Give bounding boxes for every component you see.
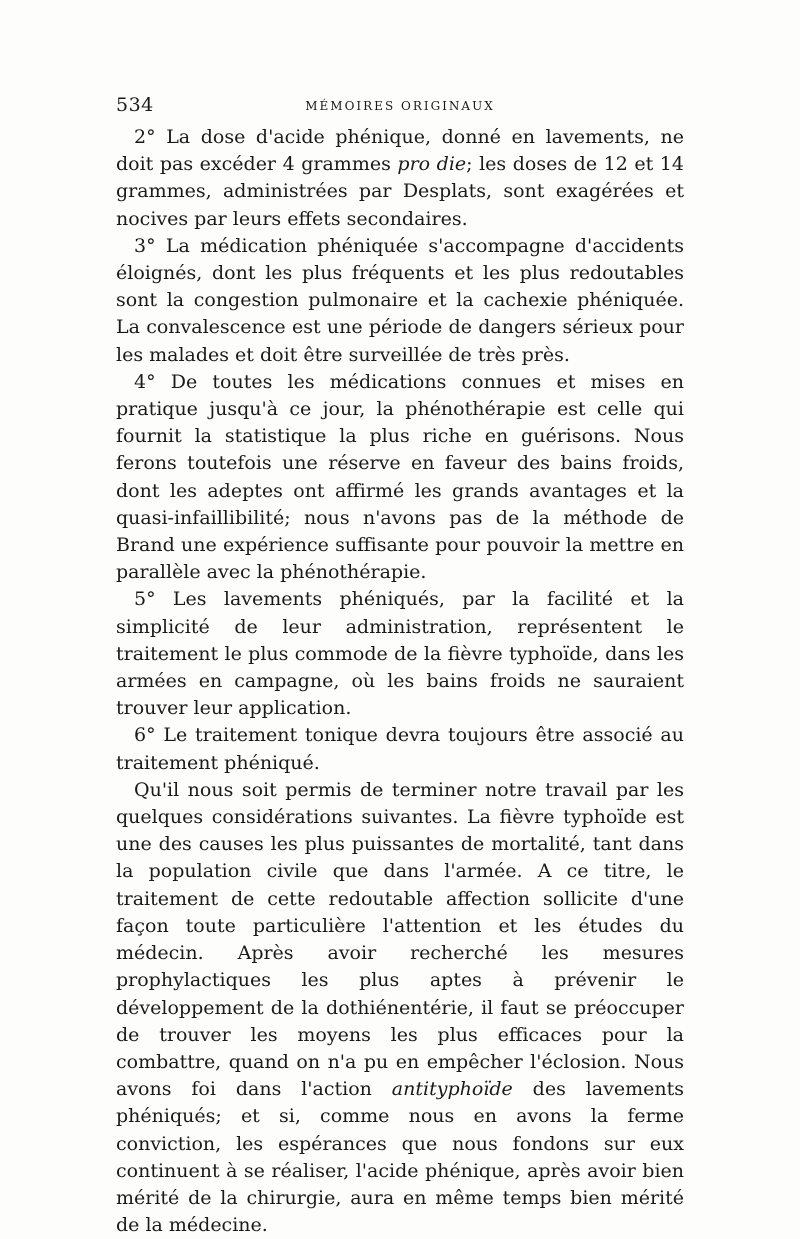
book-page <box>116 94 684 1239</box>
paragraph-conclusion-5: 5° Les lavements phéniqués, par la facilité et la simplicité de leur administration, représentent le traitement le plus commode de la fièvre typhoïde, dans les armées en campagne, où les bains froids ne sauraient trouver leur application. <box>116 588 684 720</box>
page-header <box>116 94 684 124</box>
running-head: MÉMOIRES ORIGINAUX <box>305 99 495 113</box>
paragraph-conclusion-4: 4° De toutes les médications connues et mises en pratique jusqu'à ce jour, la phénothérapie est celle qui fournit la statistique la plus riche en guérisons. Nous ferons toutefois une réserve en faveur des bains froids, dont les adeptes ont affirmé les grands avantages et la quasi-infaillibilité; nous n'avons pas de la méthode de Brand une expérience suffisante pour pouvoir la mettre en parallèle avec la phénothérapie. <box>116 370 684 584</box>
page-number: 534 <box>116 94 154 116</box>
paragraph-conclusion-3: 3° La médication phéniquée s'accompagne d'accidents éloignés, dont les plus fréquents et les plus redoutables sont la congestion pulmonaire et la cachexie phéniquée. La convalescence est une période de dangers sérieux pour les malades et doit être surveillée de très près. <box>116 234 684 366</box>
paragraph-closing-remarks: Qu'il nous soit permis de terminer notre travail par les quelques considérations suivantes. La fièvre typhoïde est une des causes les plus puissantes de mortalité, tant dans la population civile que dans l'armée. A ce titre, le traitement de cette redoutable affection sollicite d'une façon toute particulière l'attention et les études du médecin. Après avoir recherché les mesures prophylactiques les plus aptes à prévenir le développement de la dothiénentérie, il faut se préoccuper de trouver les moyens les plus efficaces pour la combattre, quand on n'a pu en empêcher l'éclosion. Nous avons foi dans l'action antityphoïde des lavements phéniqués; et si, comme nous en avons la ferme conviction, les espérances que nous fondons sur eux continuent à se réaliser, l'acide phénique, après avoir bien mérité de la chirurgie, aura en même temps bien mérité de la médecine. <box>116 778 684 1237</box>
paragraph-conclusion-6: 6° Le traitement tonique devra toujours être associé au traitement phéniqué. <box>116 724 684 774</box>
paragraph-conclusion-2: 2° La dose d'acide phénique, donné en lavements, ne doit pas excéder 4 grammes pro die; les doses de 12 et 14 grammes, administrées par Desplats, sont exagérées et nocives par leurs effets secondaires. <box>116 126 684 230</box>
